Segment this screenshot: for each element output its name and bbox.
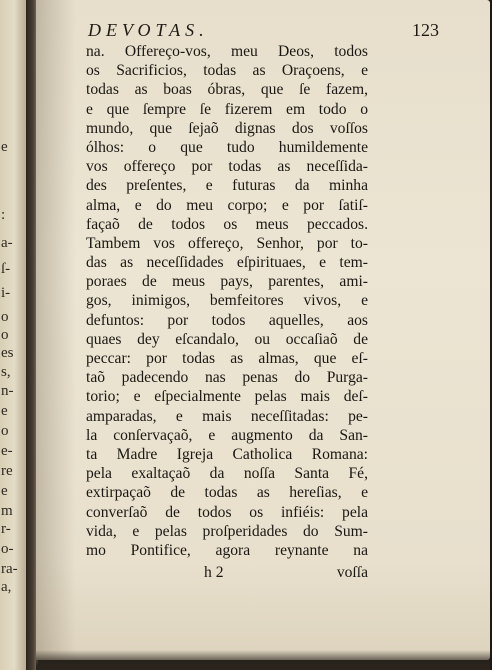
body-text xyxy=(86,42,368,560)
left-page-fragment: n- xyxy=(1,383,14,399)
left-page-fragment: ſ- xyxy=(1,261,11,277)
text-line: vida, e pelas proſperidades do Sum- xyxy=(86,522,368,540)
left-page-fragment: re xyxy=(1,463,13,479)
text-line: e que ſempre ſe fizerem em todo o xyxy=(86,100,368,118)
text-line: mo Pontifice, agora reynante na xyxy=(86,541,368,559)
page-bottom-shadow xyxy=(36,650,490,670)
text-line: poraes de meus pays, parentes, ami- xyxy=(86,273,368,291)
text-line: gos, inimigos, bemfeitores vivos, e xyxy=(86,292,368,310)
left-page-fragment: e xyxy=(1,139,8,155)
text-line: ta Madre Igreja Catholica Romana: xyxy=(86,445,368,463)
text-line: das as neceſſidades eſpirituaes, e tem- xyxy=(86,254,368,272)
left-page-fragment: o- xyxy=(1,541,14,557)
left-page-fragment: o xyxy=(1,423,9,439)
left-page-fragment: s, xyxy=(1,364,11,380)
text-line: pela exaltaçaõ da noſſa Santa Fé, xyxy=(86,465,368,483)
page-footer xyxy=(86,564,368,584)
text-line: amparadas, e mais neceſſitadas: pe- xyxy=(86,407,368,425)
text-line: os Sacrificios, todas as Oraçoens, e xyxy=(86,62,368,80)
catchword: voſſa xyxy=(336,564,368,581)
text-line: defuntos: por todos aquelles, aos xyxy=(86,311,368,329)
text-line: des preſentes, e futuras da minha xyxy=(86,177,368,195)
text-line: na. Offereço-vos, meu Deos, todos xyxy=(86,43,368,60)
left-page-fragment: a- xyxy=(1,235,13,251)
text-line: peccar: por todas as almas, que eſ- xyxy=(86,350,368,367)
left-page-fragment: o xyxy=(1,327,9,343)
left-page-fragment: i- xyxy=(1,285,11,301)
text-line: la conſervaçaõ, e augmento da San- xyxy=(86,426,368,444)
left-page-fragment: a, xyxy=(1,579,12,595)
left-page-edge xyxy=(0,0,26,670)
text-line: converſaõ de todos os infiéis: pela xyxy=(86,503,368,521)
left-page-fragment: : xyxy=(1,207,6,223)
text-line: mundo, que ſejaõ dignas dos voſſos xyxy=(86,119,368,137)
text-line: taõ padecendo nas penas do Purga- xyxy=(86,369,368,387)
page-number: 123 xyxy=(412,20,439,40)
left-page-fragment: o xyxy=(1,309,9,325)
text-line: todas as boas óbras, que ſe fazem, xyxy=(86,81,368,99)
left-page-fragment: e xyxy=(1,483,8,499)
text-line: alma, e do meu corpo; e por ſatiſ- xyxy=(86,196,368,214)
text-line: extirpaçaõ de todas as hereſias, e xyxy=(86,484,368,502)
text-line: vos offereço por todas as neceſſida- xyxy=(86,158,368,176)
left-page-fragment: es xyxy=(1,345,14,361)
text-line: Tambem vos offereço, Senhor, por to- xyxy=(86,234,368,252)
signature-mark: h 2 xyxy=(204,564,224,581)
text-line: ólhos: o que tudo humildemente xyxy=(86,138,368,156)
left-page-fragment: e xyxy=(1,403,8,419)
left-page-fragment: ra- xyxy=(1,561,18,577)
left-page-fragment: e- xyxy=(1,443,13,459)
text-line: torio; e eſpecialmente pelas mais deſ- xyxy=(86,388,368,406)
text-line: quaes dey eſcandalo, ou occaſiaõ de xyxy=(86,330,368,348)
left-page-fragment: m xyxy=(1,503,13,519)
left-page-fragment: r- xyxy=(1,521,11,537)
text-line: façaõ de todos os meus peccados. xyxy=(86,215,368,233)
running-title: DEVOTAS. xyxy=(88,20,209,40)
